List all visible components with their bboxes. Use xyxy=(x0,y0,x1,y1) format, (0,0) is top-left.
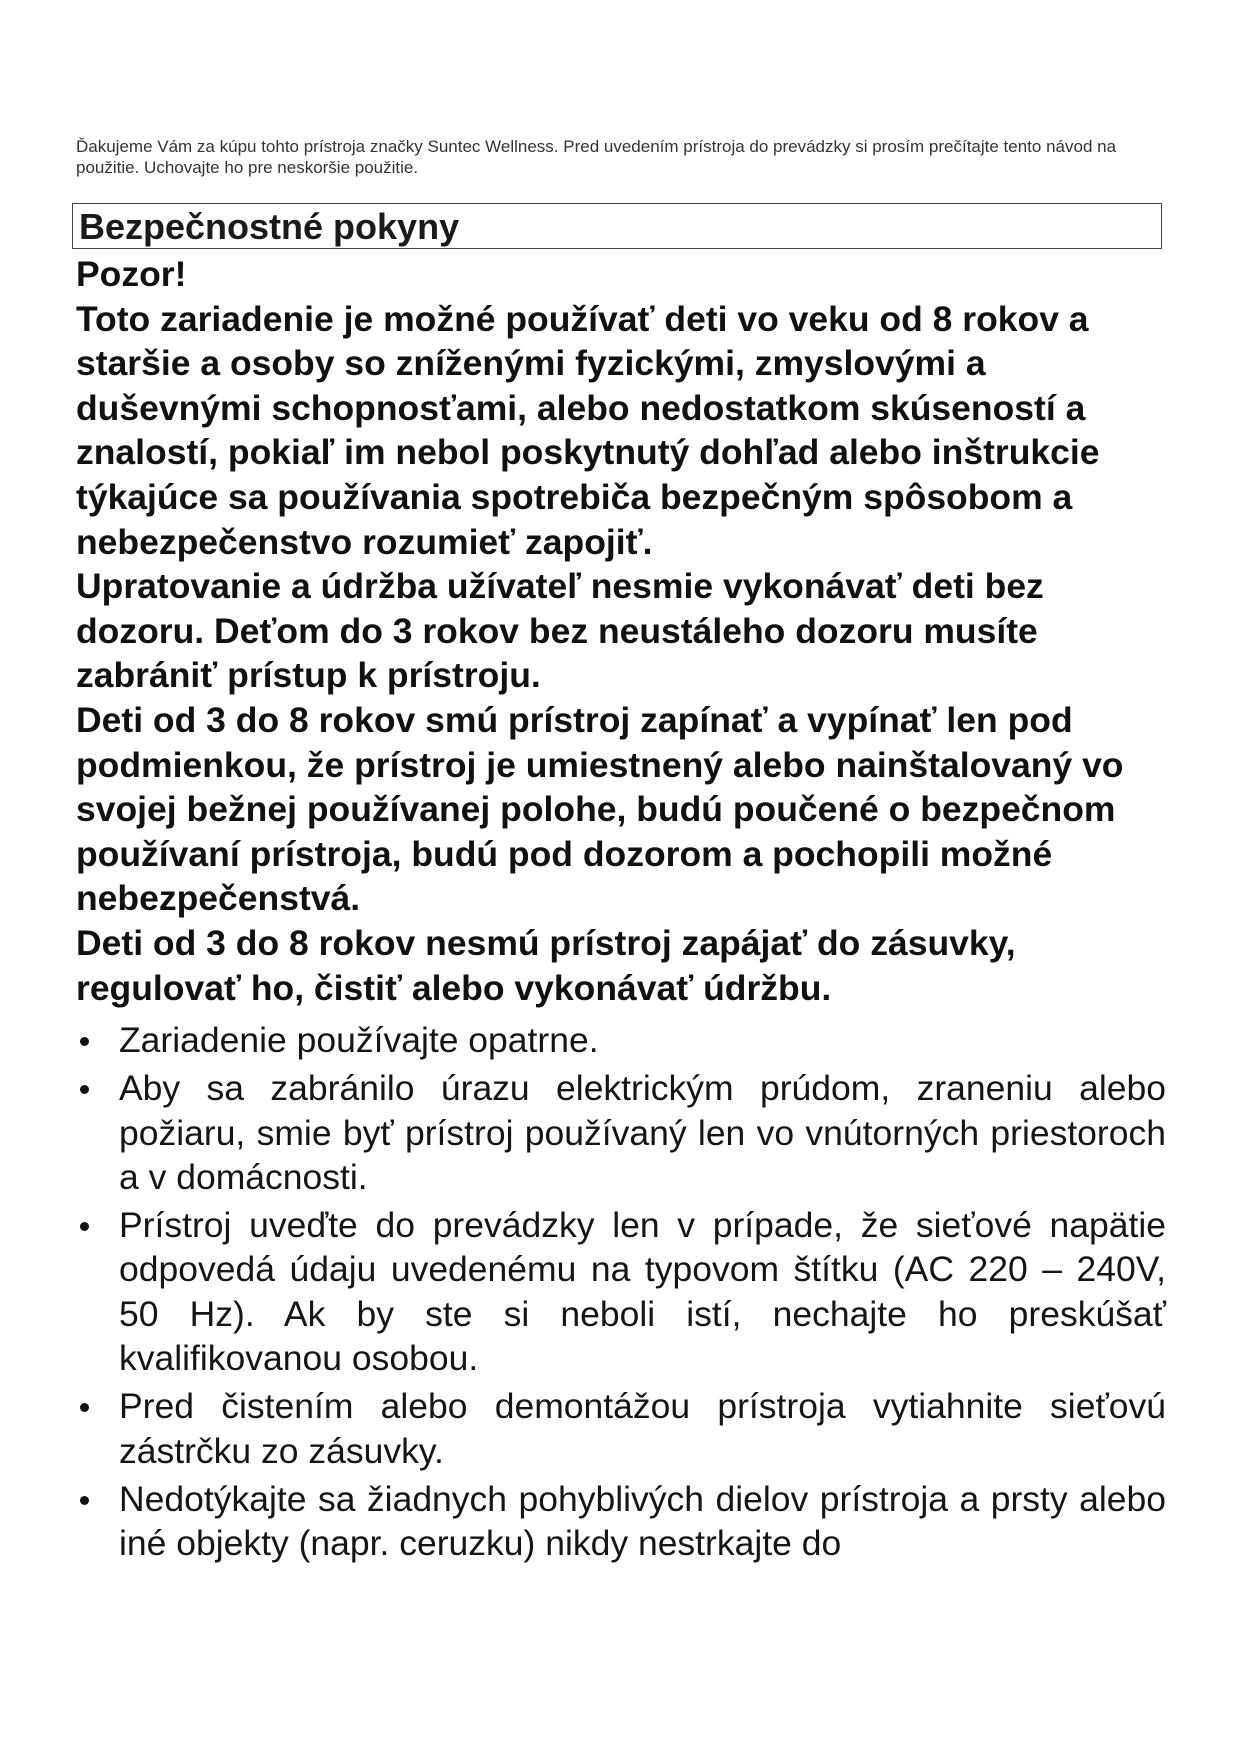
bullet-icon xyxy=(80,1037,89,1046)
bullet-text: Nedotýkajte sa žiadnych pohyblivých dielov prístroja a prsty alebo iné objekty (napr. ceruzku) nikdy nestrkajte do xyxy=(119,1478,1166,1564)
bullet-text: Prístroj uveďte do prevádzky len v prípade, že sieťové napätie odpovedá údaju uvedenému na typovom štítku (AC 220 – 240V, 50 Hz). Ak by ste si neboli istí, nechajte ho preskúšať kvalifikovanou osobou. xyxy=(119,1205,1166,1379)
bullet-icon xyxy=(80,1222,89,1231)
warning-paragraph-3: Deti od 3 do 8 rokov smú prístroj zapínať a vypínať len pod podmienkou, že prístroj je umiestnený alebo nainštalovaný vo svojej bežnej používanej polohe, budú poučené o bezpečnom používaní prístroja, budú pod dozorom a pochopili možné nebezpečenstvá. xyxy=(76,699,1124,919)
section-title: Bezpečnostné pokyny xyxy=(79,206,460,247)
bullet-text: Pred čistením alebo demontážou prístroja vytiahnite sieťovú zástrčku zo zásuvky. xyxy=(119,1386,1166,1471)
list-item xyxy=(76,1384,1166,1473)
intro-text: Ďakujeme Vám za kúpu tohto prístroja značky Suntec Wellness. Pred uvedením prístroja do prevádzky si prosím prečítajte tento návod na použitie. Uchovajte ho pre neskoršie použitie. xyxy=(76,137,1117,177)
warning-paragraph-4: Deti od 3 do 8 rokov nesmú prístroj zapájať do zásuvky, regulovať ho, čistiť alebo vykonávať údržbu. xyxy=(76,922,1016,1008)
section-header-box xyxy=(72,203,1162,249)
warning-block xyxy=(76,252,1176,1010)
list-item xyxy=(76,1477,1166,1566)
warning-paragraph-1: Toto zariadenie je možné používať deti vo veku od 8 rokov a staršie a osoby so zníženými fyzickými, zmyslovými a duševnými schopnosťami, alebo nedostatkom skúseností a znalostí, pokiaľ im nebol poskytnutý dohľad alebo inštrukcie týkajúce sa používania spotrebiča bezpečným spôsobom a nebezpečenstvo rozumieť zapojiť. xyxy=(76,298,1100,562)
warning-heading: Pozor! xyxy=(76,254,187,294)
bullet-text: Aby sa zabránilo úrazu elektrickým prúdom, zraneniu alebo požiaru, smie byť prístroj používaný len vo vnútorných priestoroch a v domácnosti. xyxy=(119,1068,1166,1197)
safety-bullet-list xyxy=(76,1018,1166,1570)
bullet-icon xyxy=(80,1085,89,1094)
list-item xyxy=(76,1018,1166,1062)
bullet-icon xyxy=(80,1496,89,1505)
bullet-text: Zariadenie používajte opatrne. xyxy=(119,1020,599,1060)
bullet-icon xyxy=(80,1403,89,1412)
list-item xyxy=(76,1203,1166,1380)
warning-paragraph-2: Upratovanie a údržba užívateľ nesmie vykonávať deti bez dozoru. Deťom do 3 rokov bez neustáleho dozoru musíte zabrániť prístup k prístroju. xyxy=(76,566,1044,696)
list-item xyxy=(76,1066,1166,1199)
